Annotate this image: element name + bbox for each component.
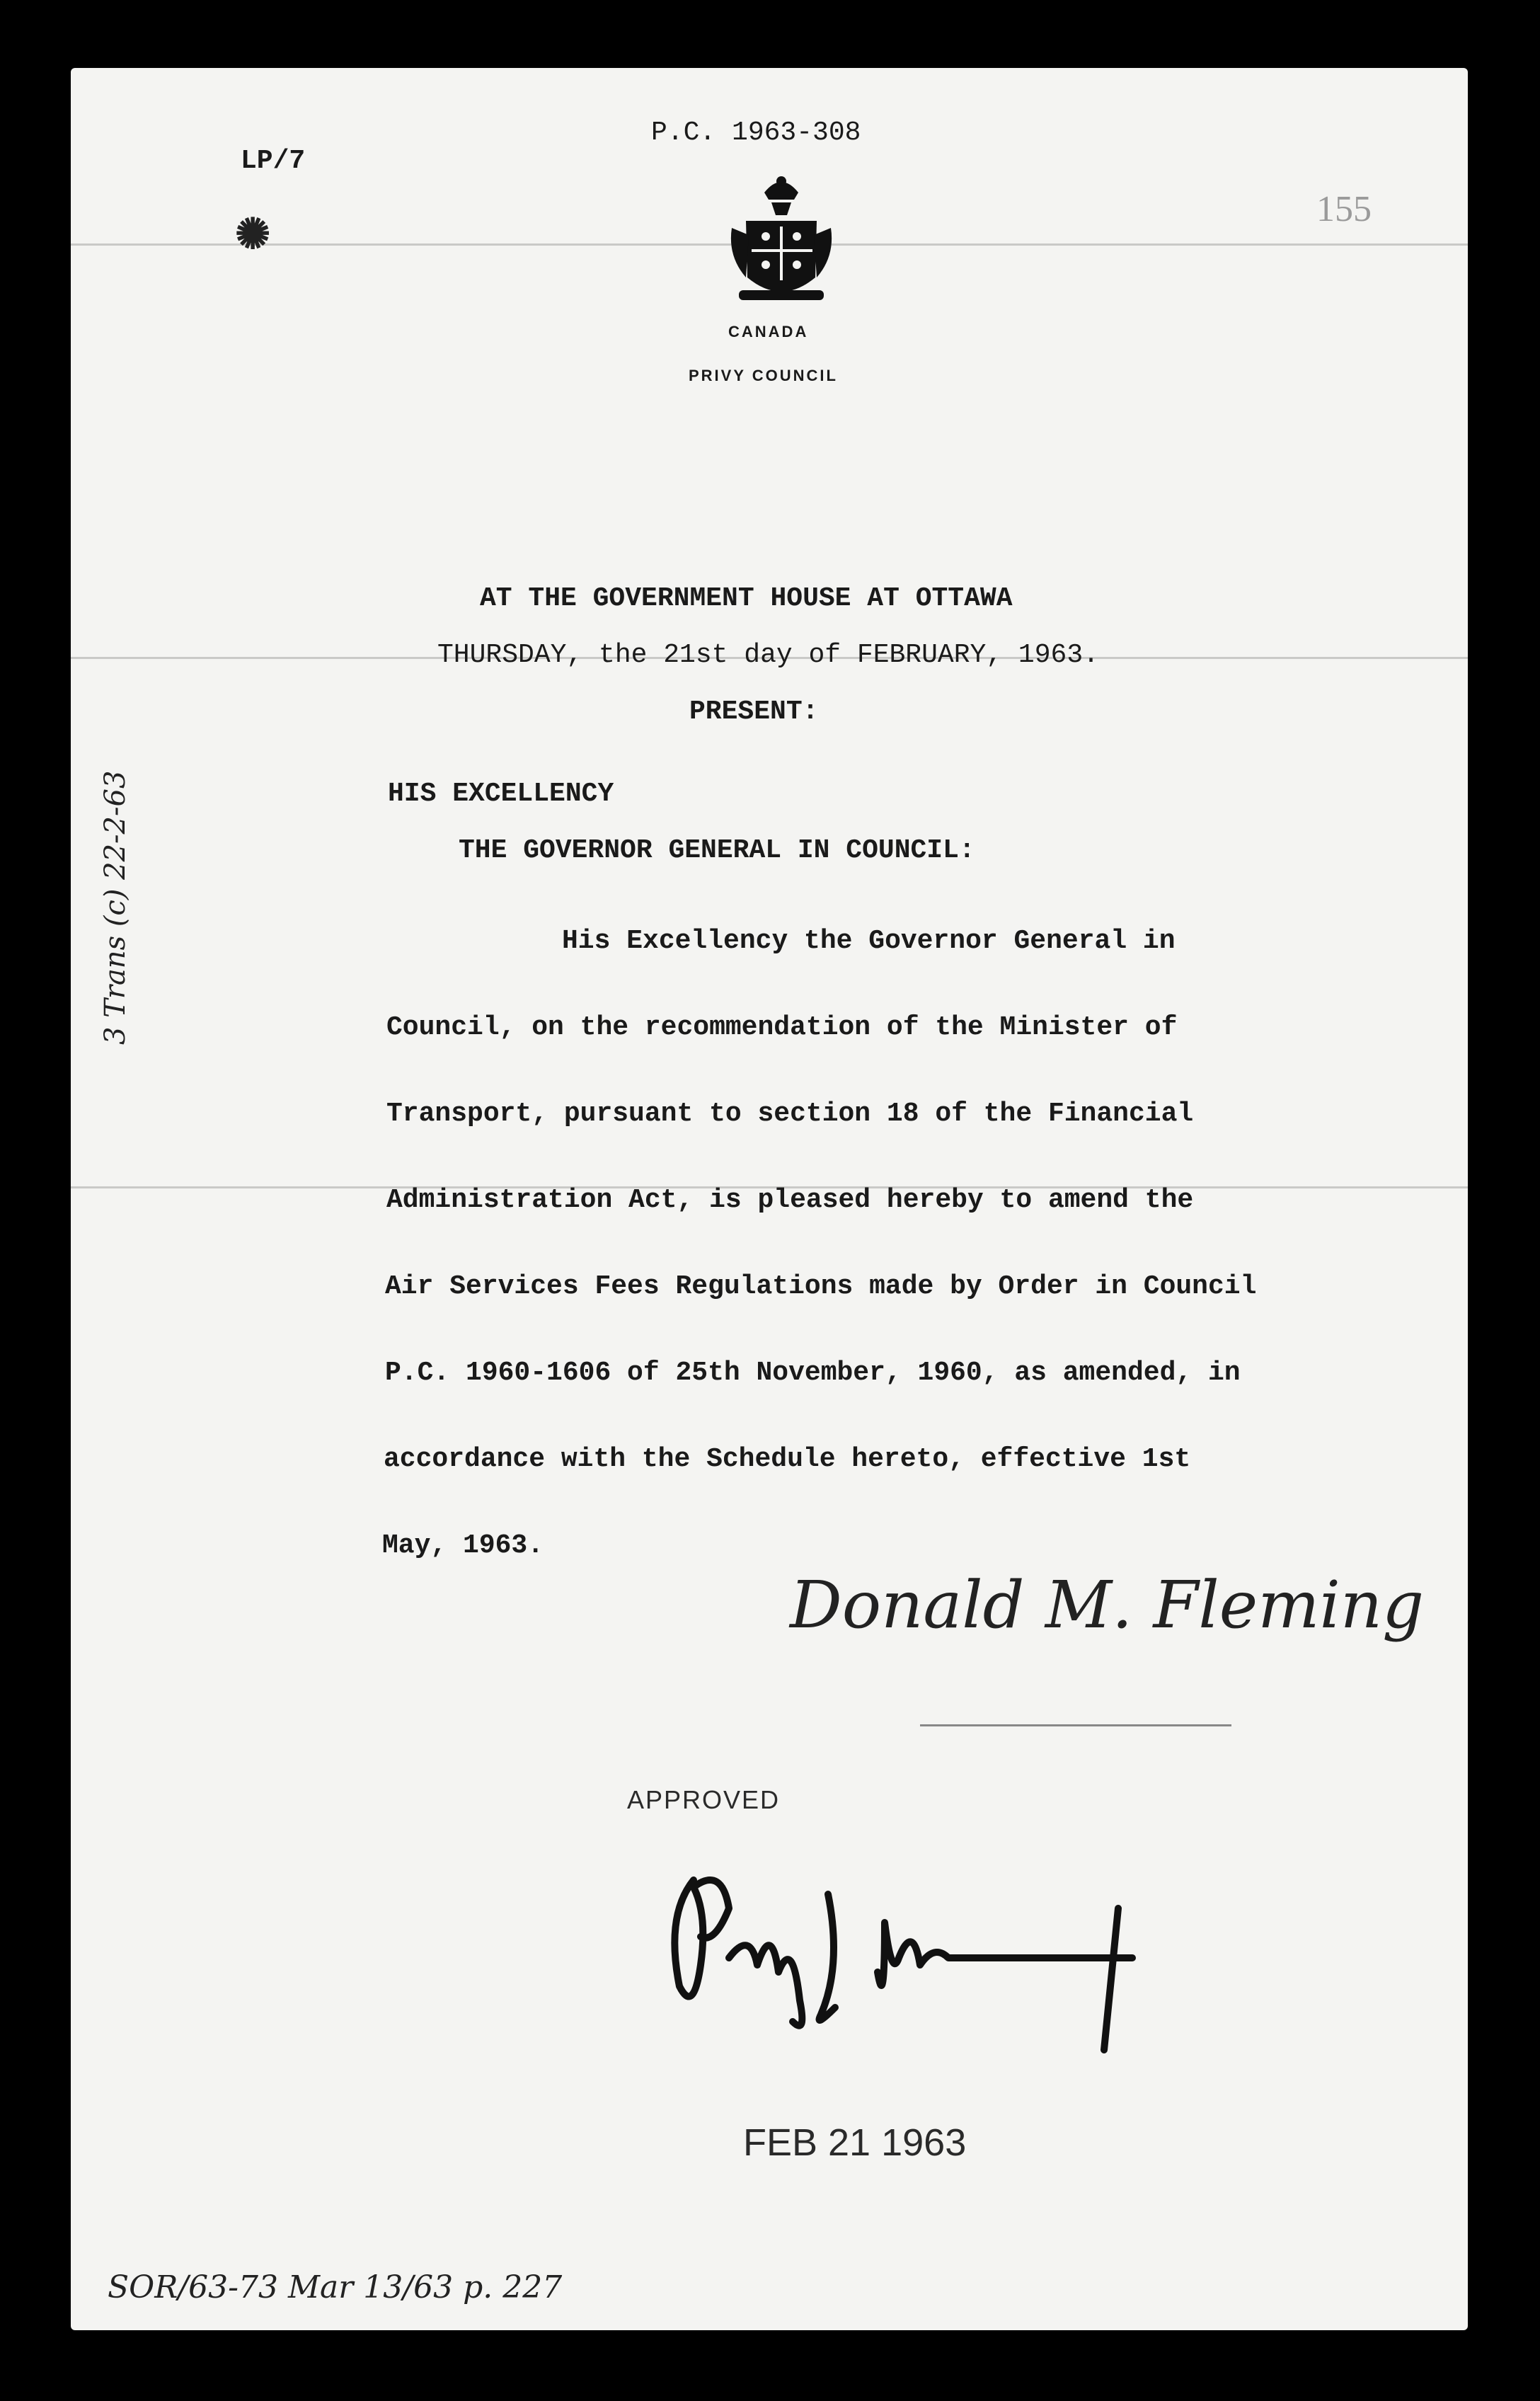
margin-note: 3 Trans (c) 22-2-63: [99, 770, 132, 1045]
order-number: P.C. 1963-308: [651, 118, 861, 148]
minister-signature: Donald M. Fleming: [790, 1567, 1425, 1643]
address-line-2: THE GOVERNOR GENERAL IN COUNCIL:: [459, 835, 975, 866]
address-line-1: HIS EXCELLENCY: [388, 779, 614, 809]
body-line: Administration Act, is pleased hereby to amend the: [386, 1185, 1194, 1215]
body-line: May, 1963.: [382, 1530, 544, 1561]
country-label: CANADA: [728, 323, 809, 340]
body-line: Council, on the recommendation of the Minister of: [386, 1012, 1178, 1043]
folio-number: 155: [1316, 189, 1372, 229]
signature-rule: [920, 1724, 1231, 1726]
privy-council-label: PRIVY COUNCIL: [689, 367, 838, 384]
document-page: [71, 68, 1468, 2330]
body-line: Air Services Fees Regulations made by Order in Council: [385, 1271, 1257, 1302]
approval-signature: [651, 1838, 1175, 2071]
body-line: Transport, pursuant to section 18 of the Financial: [386, 1099, 1194, 1129]
ink-mark: ✺: [235, 210, 271, 259]
footer-note: SOR/63-73 Mar 13/63 p. 227: [108, 2269, 563, 2305]
coat-of-arms-icon: [725, 171, 838, 310]
body-line: His Excellency the Governor General in: [562, 926, 1176, 956]
approval-date-stamp: FEB 21 1963: [743, 2121, 967, 2164]
file-reference: LP/7: [241, 146, 306, 176]
place-line: AT THE GOVERNMENT HOUSE AT OTTAWA: [480, 583, 1013, 614]
body-line: accordance with the Schedule hereto, effective 1st: [384, 1444, 1191, 1474]
approved-label: APPROVED: [627, 1785, 781, 1814]
present-line: PRESENT:: [689, 697, 819, 727]
body-line: P.C. 1960-1606 of 25th November, 1960, as amended, in: [385, 1358, 1241, 1388]
date-line: THURSDAY, the 21st day of FEBRUARY, 1963.: [437, 640, 1099, 670]
